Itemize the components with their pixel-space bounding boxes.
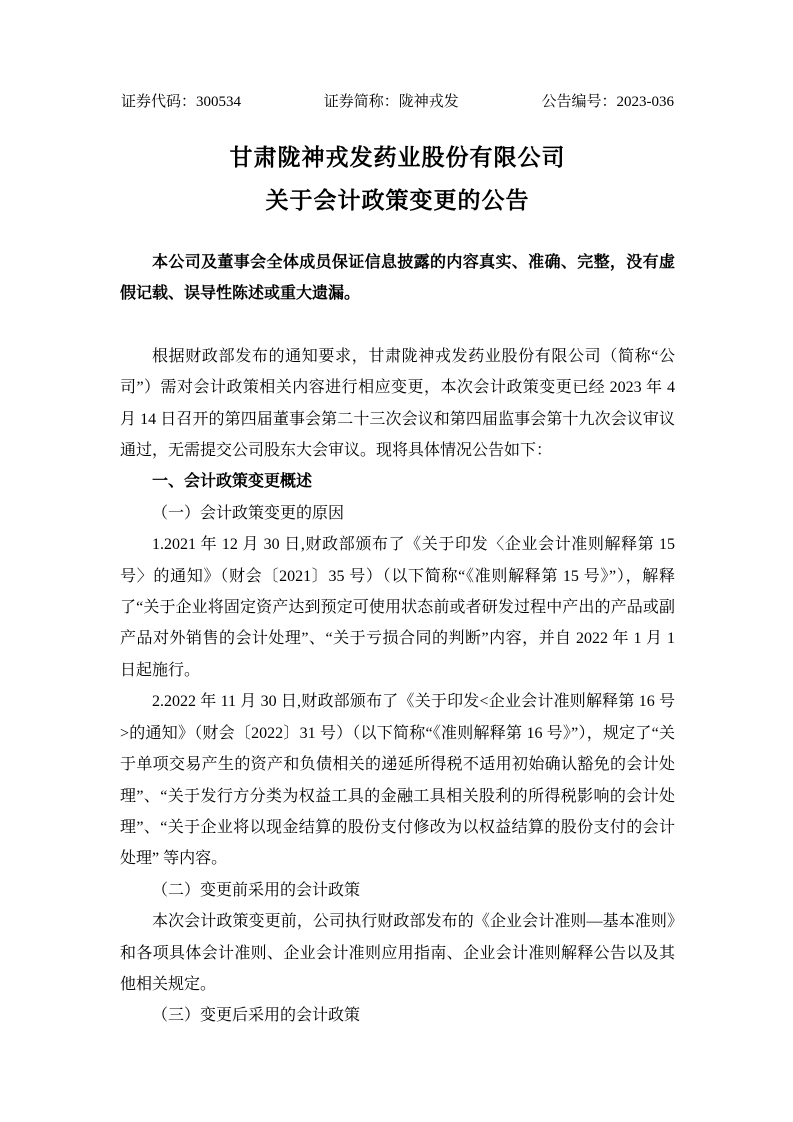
document-header <box>120 93 675 112</box>
stock-name: 证券简称：陇神戎发 <box>323 94 459 110</box>
paragraph-reason-2: 2.2022 年 11 月 30 日,财政部颁布了《关于印发<企业会计准则解释第 16 号>的通知》（财会〔2022〕31 号）（以下简称“《准则解释第 16 号》”），规定了“关于单项交易产生的资产和负债相关的递延所得税不适用初始确认豁免的会计处理”、“关于发行方分类为权益工具的金融工具相关股利的所得税影响的会计处理”、“关于企业将以现金结算的股份支付修改为以权益结算的股份支付的会计处理” 等内容。 <box>120 693 675 868</box>
board-disclaimer: 本公司及董事会全体成员保证信息披露的内容真实、准确、完整，没有虚假记载、误导性陈述或重大遗漏。 <box>120 254 675 303</box>
company-name-title: 甘肃陇神戎发药业股份有限公司 <box>229 145 566 170</box>
subsection-heading-before-policy: （二）变更前采用的会计政策 <box>152 881 361 899</box>
paragraph-intro: 根据财政部发布的通知要求，甘肃陇神戎发药业股份有限公司（简称“公司”）需对会计政策相关内容进行相应变更，本次会计政策变更已经 2023 年 4 月 14 日召开的第四届董事会第二十三次会议和第四届监事会第十九次会议审议通过，无需提交公司股东大会审议。现将具体情况公告如下： <box>120 347 675 460</box>
subsection-heading-reason: （一）会计政策变更的原因 <box>152 504 345 522</box>
announcement-number: 公告编号：2023-036 <box>541 94 674 110</box>
stock-code: 证券代码：300534 <box>121 94 242 110</box>
paragraph-reason-1: 1.2021 年 12 月 30 日,财政部颁布了《关于印发〈企业会计准则解释第 15 号〉的通知》（财会〔2021〕35 号）（以下简称“《准则解释第 15 号》”），解释了“关于企业将固定资产达到预定可使用状态前或者研发过程中产出的产品或副产品对外销售的会计处理”、“关于亏损合同的判断”内容，并自 2022 年 1 月 1 日起施行。 <box>120 536 675 679</box>
subsection-heading-after-policy: （三）变更后采用的会计政策 <box>152 1007 361 1025</box>
paragraph-before-policy: 本次会计政策变更前，公司执行财政部发布的《企业会计准则—基本准则》和各项具体会计准则、企业会计准则应用指南、企业会计准则解释公告以及其他相关规定。 <box>120 913 675 993</box>
section-heading-overview: 一、会计政策变更概述 <box>152 473 313 491</box>
announcement-title: 关于会计政策变更的公告 <box>265 188 530 213</box>
